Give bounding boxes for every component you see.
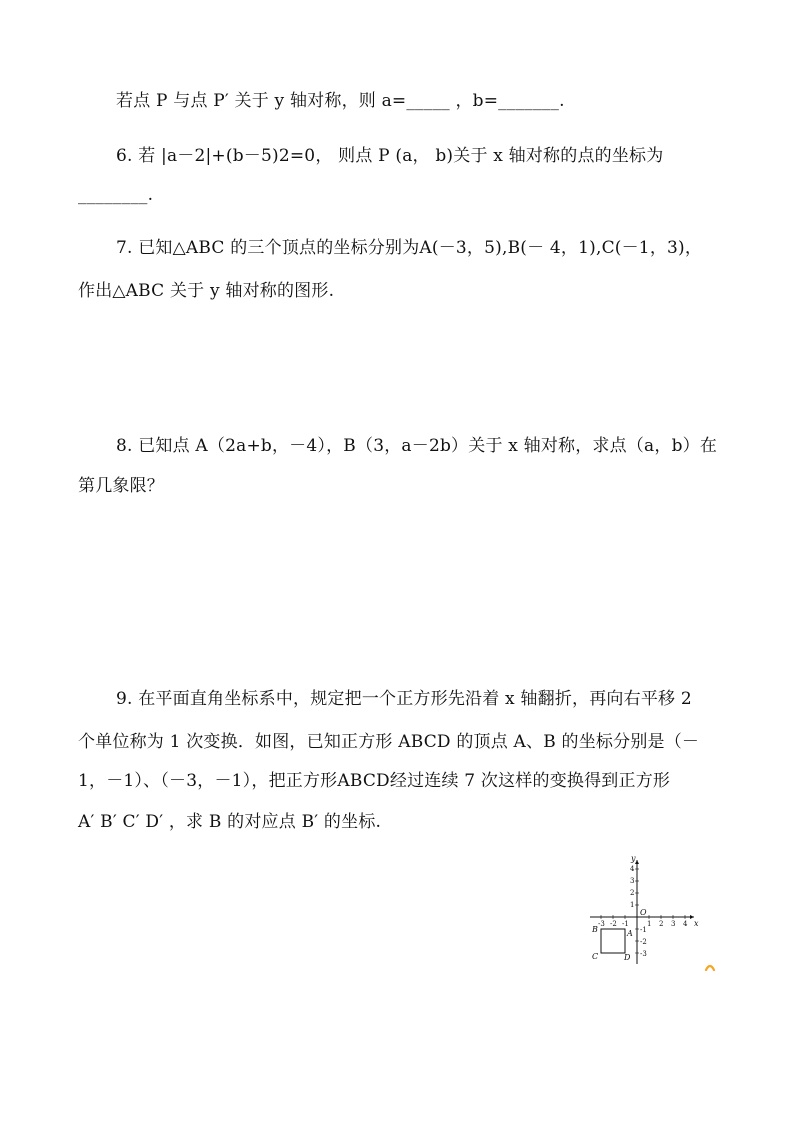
x-tick-label: 1 — [647, 920, 652, 928]
y-tick-label: 3 — [630, 877, 635, 885]
y-tick-label: -1 — [640, 926, 647, 934]
question-6: 6. 若 |a－2|+(b－5)2=0， 则点 P (a， b)关于 x 轴对称的点的坐标为 — [116, 146, 664, 166]
y-tick-label: 4 — [630, 865, 635, 873]
y-tick-label: -3 — [640, 950, 647, 958]
point-c-label: C — [592, 952, 599, 961]
square-abcd — [601, 929, 625, 953]
question-8-cont: 第几象限？ — [78, 476, 164, 496]
page-decoration-mark — [704, 963, 716, 971]
question-6-blank: ________. — [78, 185, 154, 205]
point-a-label: A — [627, 929, 633, 938]
point-d-label: D — [624, 953, 631, 962]
question-9-line2: 个单位称为 1 次变换．如图，已知正方形 ABCD 的顶点 A、B 的坐标分别是（－ — [78, 732, 700, 752]
x-tick-label: -2 — [610, 920, 617, 928]
x-tick-label: 4 — [683, 920, 688, 928]
coordinate-figure — [586, 852, 704, 972]
question-9-line3: 1，－1）、（－3，－1），把正方形ABCD经过连续 7 次这样的变换得到正方形 — [78, 771, 671, 791]
y-axis-arrow-icon — [635, 860, 639, 864]
question-7: 7. 已知△ABC 的三个顶点的坐标分别为A(－3，5),B(－ 4，1),C(－1，3)， — [116, 238, 703, 258]
question-9: 9. 在平面直角坐标系中，规定把一个正方形先沿着 x 轴翻折，再向右平移 2 — [116, 689, 692, 709]
x-tick-label: 3 — [671, 920, 676, 928]
y-tick-label: -2 — [640, 938, 647, 946]
question-7-cont: 作出△ABC 关于 y 轴对称的图形. — [78, 281, 335, 301]
question-5-tail: 若点 P 与点 P′ 关于 y 轴对称，则 a=_____ ，b=_______. — [116, 91, 565, 111]
question-8: 8. 已知点 A（2a+b，－4），B（3，a－2b）关于 x 轴对称，求点（a，b）在 — [116, 436, 718, 456]
y-tick-label: 1 — [630, 901, 635, 909]
x-tick-label: 2 — [659, 920, 664, 928]
question-9-line4: A′ B′ C′ D′ ，求 B 的对应点 B′ 的坐标. — [78, 812, 382, 832]
origin-label: O — [640, 908, 647, 917]
x-tick-label: -1 — [622, 920, 629, 928]
y-axis-label: y — [631, 854, 636, 863]
point-b-label: B — [592, 925, 598, 934]
x-tick-label: -3 — [598, 920, 605, 928]
x-axis-label: x — [694, 919, 699, 928]
y-tick-label: 2 — [630, 889, 635, 897]
